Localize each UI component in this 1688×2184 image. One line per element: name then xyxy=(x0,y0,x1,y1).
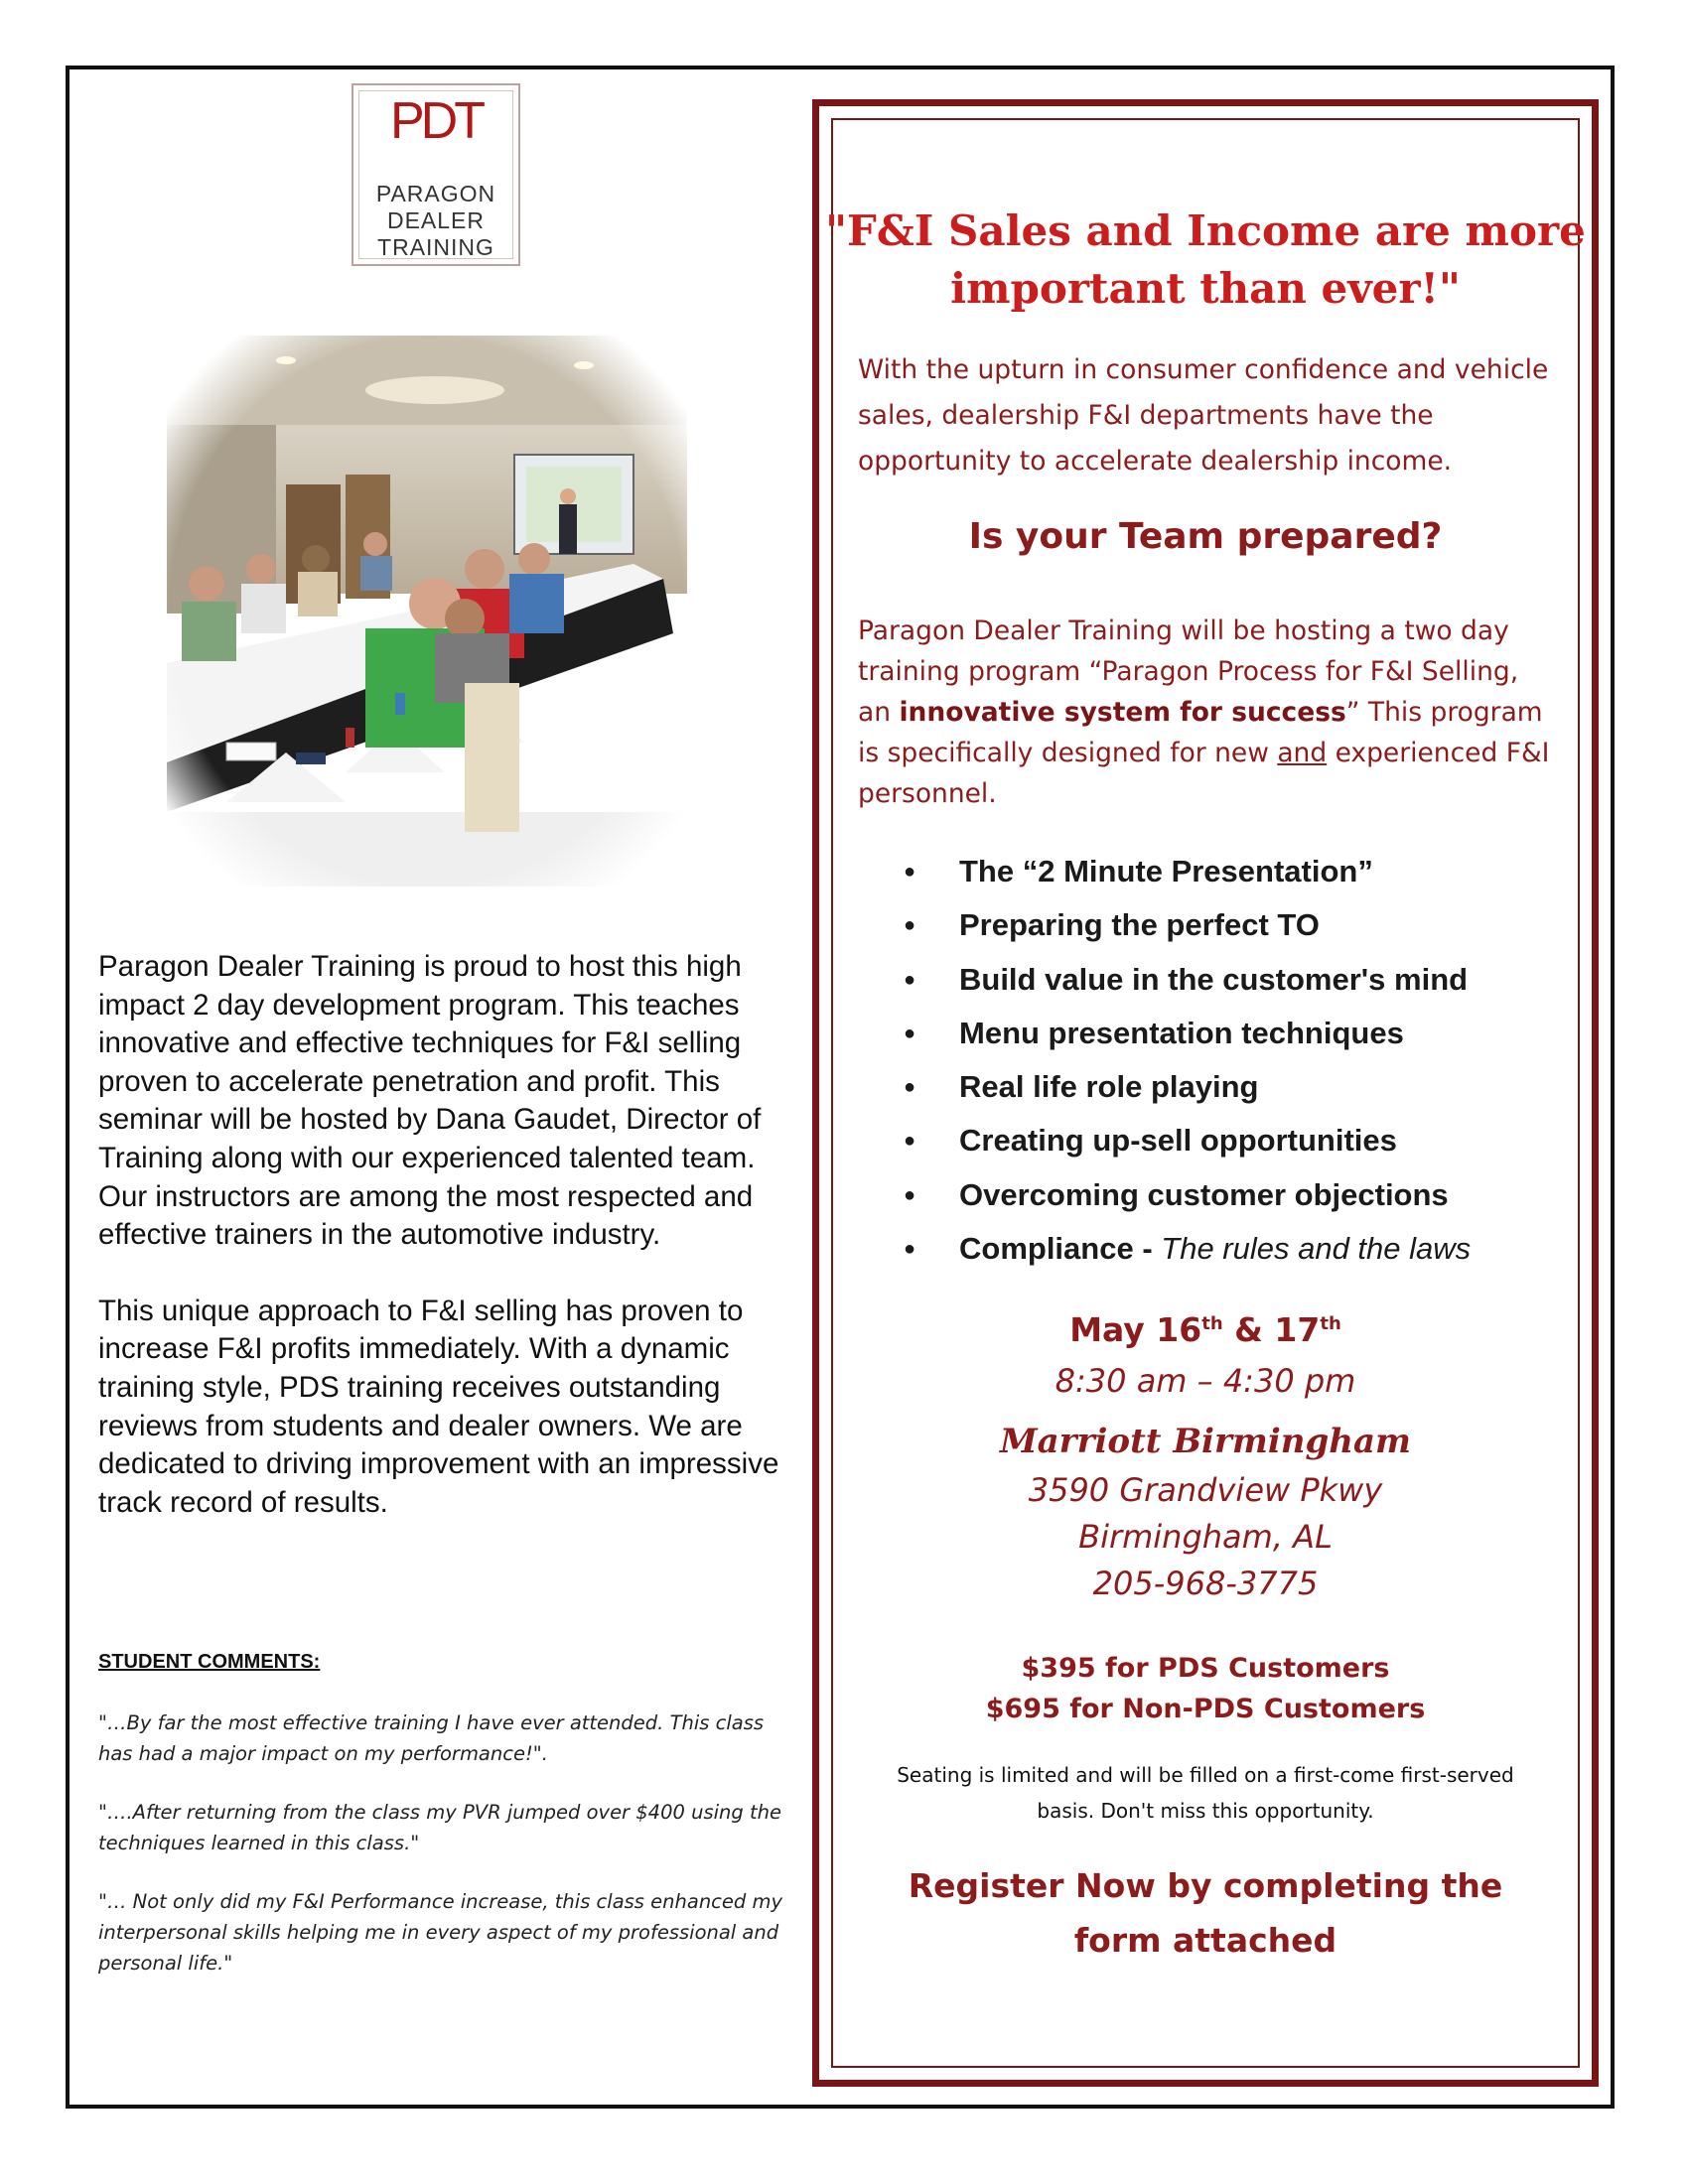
register-call-to-action: Register Now by completing the form attached xyxy=(908,1866,1503,1960)
comment-2: "….After returning from the class my PVR jumped over $400 using the techniques learned in this class." xyxy=(98,1801,781,1854)
topic-label: Real life role playing xyxy=(959,1069,1259,1105)
bullet-icon: ● xyxy=(904,968,916,991)
venue-name: Marriott Birmingham xyxy=(999,1422,1411,1461)
list-item xyxy=(904,1227,1579,1281)
bullet-icon: ● xyxy=(904,1183,916,1206)
bullet-icon: ● xyxy=(904,861,916,883)
date-second: & 17 xyxy=(1222,1310,1321,1349)
program-text-2: ” This program is specifically designed for new xyxy=(858,697,1543,768)
logo-line-paragon: PARAGON xyxy=(375,181,496,206)
intro-text: With the upturn in consumer confidence and vehicle sales, dealership F&I departments have the opportunity to accelerate dealership income. xyxy=(858,354,1549,477)
comment-3: "… Not only did my F&I Performance increase, this class enhanced my interpersonal skills helping me in every aspect of my professional and personal life." xyxy=(98,1890,783,1975)
event-dates xyxy=(820,1310,1591,1349)
headline: "F&I Sales and Income are more important than ever!" xyxy=(825,206,1586,313)
list-item xyxy=(904,1065,1579,1119)
topic-label: Preparing the perfect TO xyxy=(959,907,1320,943)
logo-wordmark xyxy=(353,181,518,261)
pricing xyxy=(820,1648,1591,1729)
date-first: May 16 xyxy=(1069,1310,1202,1349)
bullet-icon: ● xyxy=(904,1130,916,1153)
date-suffix-2: th xyxy=(1320,1313,1341,1334)
venue-phone: 205-968-3775 xyxy=(1092,1565,1319,1602)
student-comments-heading: STUDENT COMMENTS: xyxy=(98,1651,321,1673)
list-item xyxy=(904,1173,1579,1227)
seating-notice: Seating is limited and will be filled on a first-come first-served basis. Don't miss this opportunity. xyxy=(897,1763,1514,1823)
bullet-icon: ● xyxy=(904,1076,916,1099)
program-description xyxy=(858,611,1553,814)
compliance-label: Compliance - xyxy=(959,1231,1162,1267)
topic-label: Creating up-sell opportunities xyxy=(959,1123,1397,1159)
topic-label: Overcoming customer objections xyxy=(959,1176,1449,1212)
pdt-logo xyxy=(352,83,520,266)
address-street: 3590 Grandview Pkwy xyxy=(1028,1471,1383,1509)
venue-address xyxy=(820,1467,1591,1607)
list-item xyxy=(904,850,1579,903)
bullet-icon: ● xyxy=(904,914,916,937)
topic-label: The “2 Minute Presentation” xyxy=(959,854,1373,888)
student-comments xyxy=(98,1707,793,2006)
topic-label: Build value in the customer's mind xyxy=(959,961,1469,997)
list-item xyxy=(904,958,1579,1012)
bullet-icon: ● xyxy=(904,1022,916,1044)
program-underline: and xyxy=(1277,738,1328,768)
address-city: Birmingham, AL xyxy=(1078,1518,1333,1556)
logo-line-training: TRAINING xyxy=(377,234,494,260)
compliance-detail: The rules and the laws xyxy=(1161,1231,1472,1267)
logo-line-dealer: DEALER xyxy=(386,207,486,233)
date-suffix-1: th xyxy=(1201,1313,1223,1334)
list-item xyxy=(904,1012,1579,1065)
comment-1: "…By far the most effective training I have ever attended. This class has had a major impact on my performance!". xyxy=(98,1711,765,1765)
team-prepared-question: Is your Team prepared? xyxy=(968,516,1443,557)
price-pds: $395 for PDS Customers xyxy=(1021,1653,1390,1684)
list-item xyxy=(904,1119,1579,1172)
event-time: 8:30 am – 4:30 pm xyxy=(1055,1362,1356,1400)
left-body-text xyxy=(98,948,793,1560)
training-room-photo xyxy=(167,336,687,887)
topic-label: Menu presentation techniques xyxy=(959,1015,1404,1050)
topics-list xyxy=(904,850,1579,1281)
price-non-pds: $695 for Non-PDS Customers xyxy=(985,1694,1426,1724)
approach-paragraph: This unique approach to F&I selling has proven to increase F&I profits immediately. With a dynamic training style, PDS training receives outstanding reviews from students and dealer owners. We are dedicated to driving improvement with an impressive track record of results. xyxy=(98,1294,779,1519)
program-text-1: Paragon Dealer Training will be hosting a two day training program “Paragon Process for F&I Selling, an xyxy=(858,615,1519,728)
program-text-3: experienced F&I personnel. xyxy=(858,738,1550,809)
intro-paragraph: Paragon Dealer Training is proud to host this high impact 2 day development program. This teaches innovative and effective techniques for F&I selling proven to accelerate penetration and profit. This seminar will be hosted by Dana Gaudet, Director of Training along with our experienced talented team. Our instructors are among the most respected and effective trainers in the automotive industry. xyxy=(98,950,762,1252)
bullet-icon: ● xyxy=(904,1238,916,1261)
list-item xyxy=(904,903,1579,957)
logo-mark: PDT xyxy=(390,92,482,150)
program-emphasis: innovative system for success xyxy=(899,697,1346,728)
